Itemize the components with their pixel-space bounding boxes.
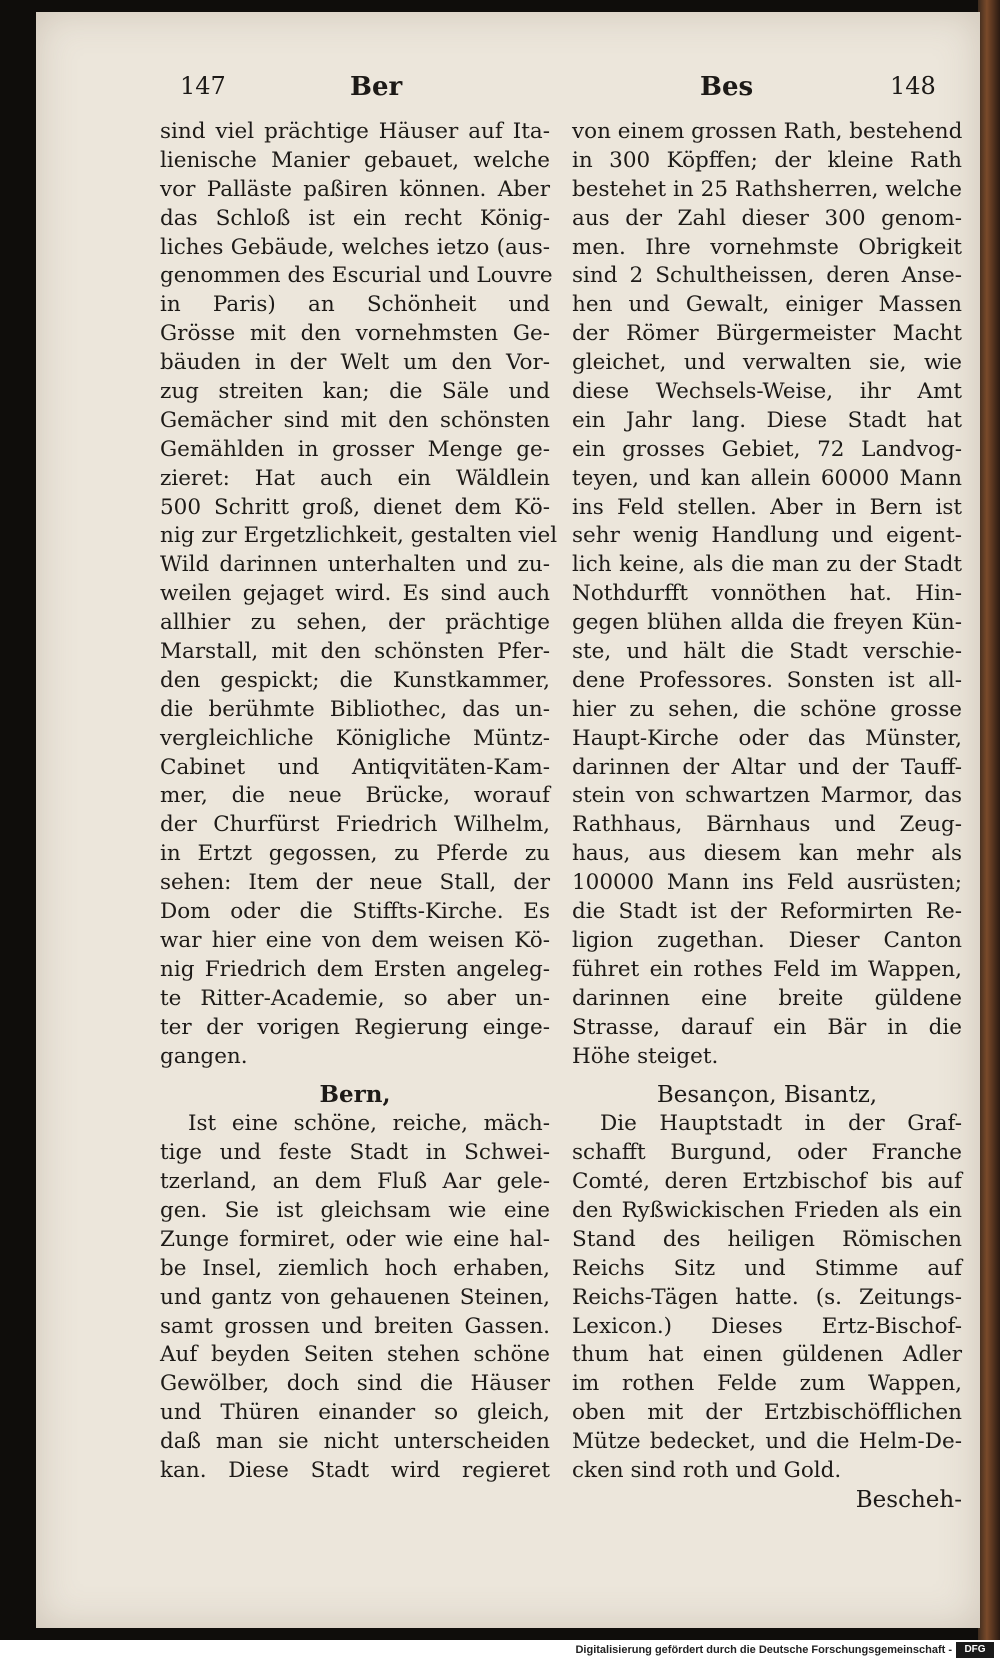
right-column-text <box>572 118 962 1515</box>
text-line: hen und Gewalt, einiger Massen <box>572 292 962 318</box>
left-header-catchword: Ber <box>350 72 403 102</box>
entry-heading: Bern, <box>319 1081 391 1109</box>
text-line: lienische Manier gebauet, welche <box>160 147 550 173</box>
text-line: samt grossen und breiten Gassen. <box>160 1313 550 1339</box>
text-line: in Paris) an Schönheit und <box>160 292 550 318</box>
left-page-number: 147 <box>180 72 226 100</box>
book-spine-edge <box>978 0 1000 1640</box>
text-line: Reichs Sitz und Stimme auf <box>572 1255 962 1281</box>
text-line: haus, aus diesem kan mehr als <box>572 841 962 867</box>
text-line: Nothdurfft vonnöthen hat. Hin- <box>572 581 962 607</box>
text-line: weilen gejaget wird. Es sind auch <box>160 581 550 607</box>
text-line: allhier zu sehen, der prächtige <box>160 610 550 636</box>
dfg-logo: DFG <box>956 1642 994 1658</box>
text-line: ste, und hält die Stadt verschie- <box>572 639 962 665</box>
text-line: gen. Sie ist gleichsam wie eine <box>160 1197 550 1223</box>
text-line: war hier eine von dem weisen Kö- <box>160 927 550 953</box>
text-line: kan. Diese Stadt wird regieret <box>160 1457 550 1483</box>
text-line: cken sind roth und Gold. <box>572 1457 842 1483</box>
text-line: Gemählden in grosser Menge ge- <box>160 436 550 462</box>
text-line: Marstall, mit den schönsten Pfer- <box>160 639 550 665</box>
text-line: ein grosses Gebiet, 72 Landvog- <box>572 436 962 462</box>
text-line: nig zur Ergetzlichkeit, gestalten viel <box>160 523 558 549</box>
text-line: der Römer Bürgermeister Macht <box>572 321 962 347</box>
entry-heading: Besançon, Bisantz, <box>656 1082 878 1109</box>
text-line: führet ein rothes Feld im Wappen, <box>572 956 962 982</box>
text-line: be Insel, ziemlich hoch erhaben, <box>160 1255 550 1281</box>
text-line: in Ertzt gegossen, zu Pferde zu <box>160 841 550 867</box>
funding-credit: Digitalisierung gefördert durch die Deutsche Forschungsgemeinschaft - <box>575 1644 952 1656</box>
text-line: ins Feld stellen. Aber in Bern ist <box>572 494 962 520</box>
text-line: in 300 Köpffen; der kleine Rath <box>572 147 962 173</box>
text-line: Auf beyden Seiten stehen schöne <box>160 1342 550 1368</box>
text-line: im rothen Felde zum Wappen, <box>572 1371 962 1397</box>
text-line: te Ritter-Academie, so aber un- <box>160 985 550 1011</box>
text-line: ter der vorigen Regierung einge- <box>160 1014 550 1040</box>
text-line: die Stadt ist der Reformirten Re- <box>572 899 962 925</box>
text-line: hier zu sehen, die schöne grosse <box>572 696 962 722</box>
text-line: den Ryßwickischen Frieden als ein <box>572 1197 962 1223</box>
text-line: Gemächer sind mit den schönsten <box>160 407 550 433</box>
text-line: bäuden in der Welt um den Vor- <box>160 350 550 376</box>
text-line: Zunge formiret, oder wie eine hal- <box>160 1226 550 1252</box>
text-line: Ist eine schöne, reiche, mäch- <box>188 1111 550 1137</box>
text-line: nig Friedrich dem Ersten angeleg- <box>160 956 550 982</box>
text-line: gleichet, und verwalten sie, wie <box>572 350 962 376</box>
text-line: sehen: Item der neue Stall, der <box>160 870 550 896</box>
text-line: Haupt-Kirche oder das Münster, <box>572 725 962 751</box>
text-line: oben mit der Ertzbischöfflichen <box>572 1400 962 1426</box>
text-line: bestehet in 25 Rathsherren, welche <box>572 176 962 202</box>
text-line: Die Hauptstadt in der Graf- <box>600 1111 962 1137</box>
text-line: darinnen eine breite güldene <box>572 985 962 1011</box>
text-line: der Churfürst Friedrich Wilhelm, <box>160 812 550 838</box>
text-line: Dom oder die Stiffts-Kirche. Es <box>160 899 550 925</box>
text-line: von einem grossen Rath, bestehend <box>572 119 963 144</box>
right-running-head <box>570 72 970 112</box>
text-line: vergleichliche Königliche Müntz- <box>160 725 550 751</box>
text-line: liches Gebäude, welches ietzo (aus- <box>160 234 550 260</box>
text-line: tzerland, an dem Fluß Aar gele- <box>160 1169 550 1195</box>
text-line: zieret: Hat auch ein Wäldlein <box>160 465 550 491</box>
text-line: men. Ihre vornehmste Obrigkeit <box>572 234 962 260</box>
text-line: Gewölber, doch sind die Häuser <box>160 1371 550 1397</box>
text-line: sehr wenig Handlung und eigent- <box>572 523 962 549</box>
text-line: aus der Zahl dieser 300 genom- <box>572 205 962 231</box>
left-column-text <box>160 118 558 1486</box>
text-line: diese Wechsels-Weise, ihr Amt <box>572 379 962 405</box>
section-gap <box>572 1071 962 1081</box>
text-line: Wild darinnen unterhalten und zu- <box>160 552 550 578</box>
text-line: lich keine, als die man zu der Stadt <box>572 552 962 578</box>
text-line: darinnen der Altar und der Tauff- <box>572 754 962 780</box>
text-line: vor Palläste paßiren können. Aber <box>160 176 550 202</box>
text-line: Strasse, darauf ein Bär in die <box>572 1014 962 1040</box>
text-line: und Thüren einander so gleich, <box>160 1400 550 1426</box>
text-line: die berühmte Bibliothec, das un- <box>160 696 550 722</box>
text-line: das Schloß ist ein recht König- <box>160 205 550 231</box>
text-line: mer, die neue Brücke, worauf <box>160 783 550 809</box>
section-gap <box>160 1071 550 1081</box>
text-line: teyen, und kan allein 60000 Mann <box>572 465 962 491</box>
text-line: 100000 Mann ins Feld ausrüsten; <box>572 870 962 896</box>
text-line: Mütze bedecket, und die Helm-De- <box>572 1429 962 1455</box>
text-line: sind 2 Schultheissen, deren Anse- <box>572 263 962 289</box>
text-line: daß man sie nicht unterscheiden <box>160 1429 550 1455</box>
text-line: Höhe steiget. <box>572 1043 719 1069</box>
text-line: sind viel prächtige Häuser auf Ita- <box>160 119 550 144</box>
text-line: genommen des Escurial und Louvre <box>160 263 553 289</box>
text-line: tige und feste Stadt in Schwei- <box>160 1140 550 1166</box>
right-page-number: 148 <box>890 72 936 100</box>
text-line: Cabinet und Antiqvitäten-Kam- <box>160 754 550 780</box>
text-line: Comté, deren Ertzbischof bis auf <box>572 1169 962 1195</box>
text-line: dene Professores. Sonsten ist all- <box>572 667 962 693</box>
text-line: Rathhaus, Bärnhaus und Zeug- <box>572 812 962 838</box>
text-line: den gespickt; die Kunstkammer, <box>160 667 550 693</box>
text-line: stein von schwartzen Marmor, das <box>572 783 962 809</box>
left-running-head <box>160 72 560 112</box>
text-line: gegen blühen allda die freyen Kün- <box>572 610 962 636</box>
text-line: zug streiten kan; die Säle und <box>160 379 550 405</box>
text-line: ein Jahr lang. Diese Stadt hat <box>572 407 962 433</box>
right-header-catchword: Bes <box>700 72 754 102</box>
text-line: schafft Burgund, oder Franche <box>572 1140 962 1166</box>
text-line: thum hat einen güldenen Adler <box>572 1342 962 1368</box>
text-line: 500 Schritt groß, dienet dem Kö- <box>160 494 550 520</box>
text-line: gangen. <box>160 1043 248 1069</box>
text-line: Reichs-Tägen hatte. (s. Zeitungs- <box>572 1284 962 1310</box>
text-line: Lexicon.) Dieses Ertz-Bischof- <box>572 1313 962 1339</box>
bottom-catchword: Bescheh- <box>855 1486 962 1513</box>
text-line: Grösse mit den vornehmsten Ge- <box>160 321 550 347</box>
text-line: und gantz von gehauenen Steinen, <box>160 1284 550 1310</box>
text-line: Stand des heiligen Römischen <box>572 1226 962 1252</box>
text-line: ligion zugethan. Dieser Canton <box>572 927 962 953</box>
